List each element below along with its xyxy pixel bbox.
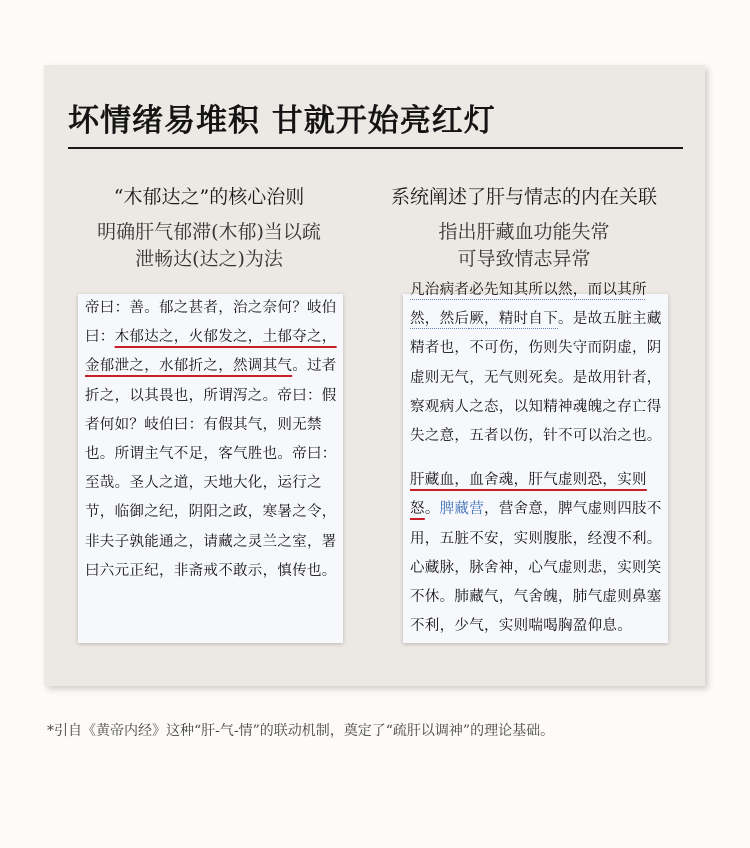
right-para1-rest: 。是故五脏主藏精者也，不可伤，伤则失守而阴虚，阴虚则无气，无气则死矣。是故用针者，察观病人之态，以知精神魂魄之存亡得失之意，五者以伤，针不可以治之也。 [410,311,662,445]
right-subtitle-line2: 可导致情志异常 [457,248,591,270]
left-quote-rest: 。过者折之，以其畏也，所谓泻之。帝曰：假者何如？岐伯曰：有假其气，则无禁也。所谓主气不足，客气胜也。帝曰：至哉。圣人之道，天地大化，运行之节，临御之纪，阴阳之政，寒暑之令，非夫子孰能通之，请藏之灵兰之室，署曰六元正纪，非斋戒不敢示，慎传也。 [85,358,337,579]
left-subtitle-line1: 明确肝气郁滞(木郁)当以疏 [97,221,321,243]
title-divider [68,147,683,149]
right-quote-text [410,276,662,641]
highlighted-principle: 木郁达之，火郁发之，土郁夺之，金郁泄之，水郁折之，然调其气 [85,329,337,375]
highlighted-liver-phrase: 肝藏血，血舍魂，肝气虚则恐，实则怒 [410,472,647,518]
dotted-phrase: 厥，精时自下 [469,311,559,328]
content-panel [44,65,705,686]
right-quote-card [403,282,668,643]
spleen-link[interactable]: 脾藏营 [439,501,485,518]
left-heading: “木郁达之”的核心治则 [113,186,305,208]
left-quote-lead: 帝曰：善。郁之甚者，治之奈何？岐伯曰： [85,300,337,346]
right-para2-rest: ，营舍意，脾气虚则四肢不用，五脏不安，实则腹胀，经溲不利。心藏脉，脉舍神，心气虚则悲，实则笑不休。肺藏气，气舍魄，肺气虚则鼻塞不利，少气，实则喘喝胸盈仰息。 [410,501,662,635]
right-heading: 系统阐述了肝与情志的内在关联 [390,186,657,208]
source-footnote: *引自《黄帝内经》这种“肝-气-情”的联动机制，奠定了“疏肝以调神”的理论基础。 [47,723,555,739]
right-para2-punct: 。 [424,501,440,518]
page-title: 坏情绪易堆积 甘就开始亮红灯 [68,103,496,139]
left-quote-card [78,294,343,643]
right-subtitle-line1: 指出肝藏血功能失常 [438,221,610,243]
cut-off-line: 凡治病者必先知其所以然，而以其所然，然后 [410,282,647,328]
left-quote-text [85,294,337,586]
left-subtitle-line2: 泄畅达(达之)为法 [135,248,283,270]
